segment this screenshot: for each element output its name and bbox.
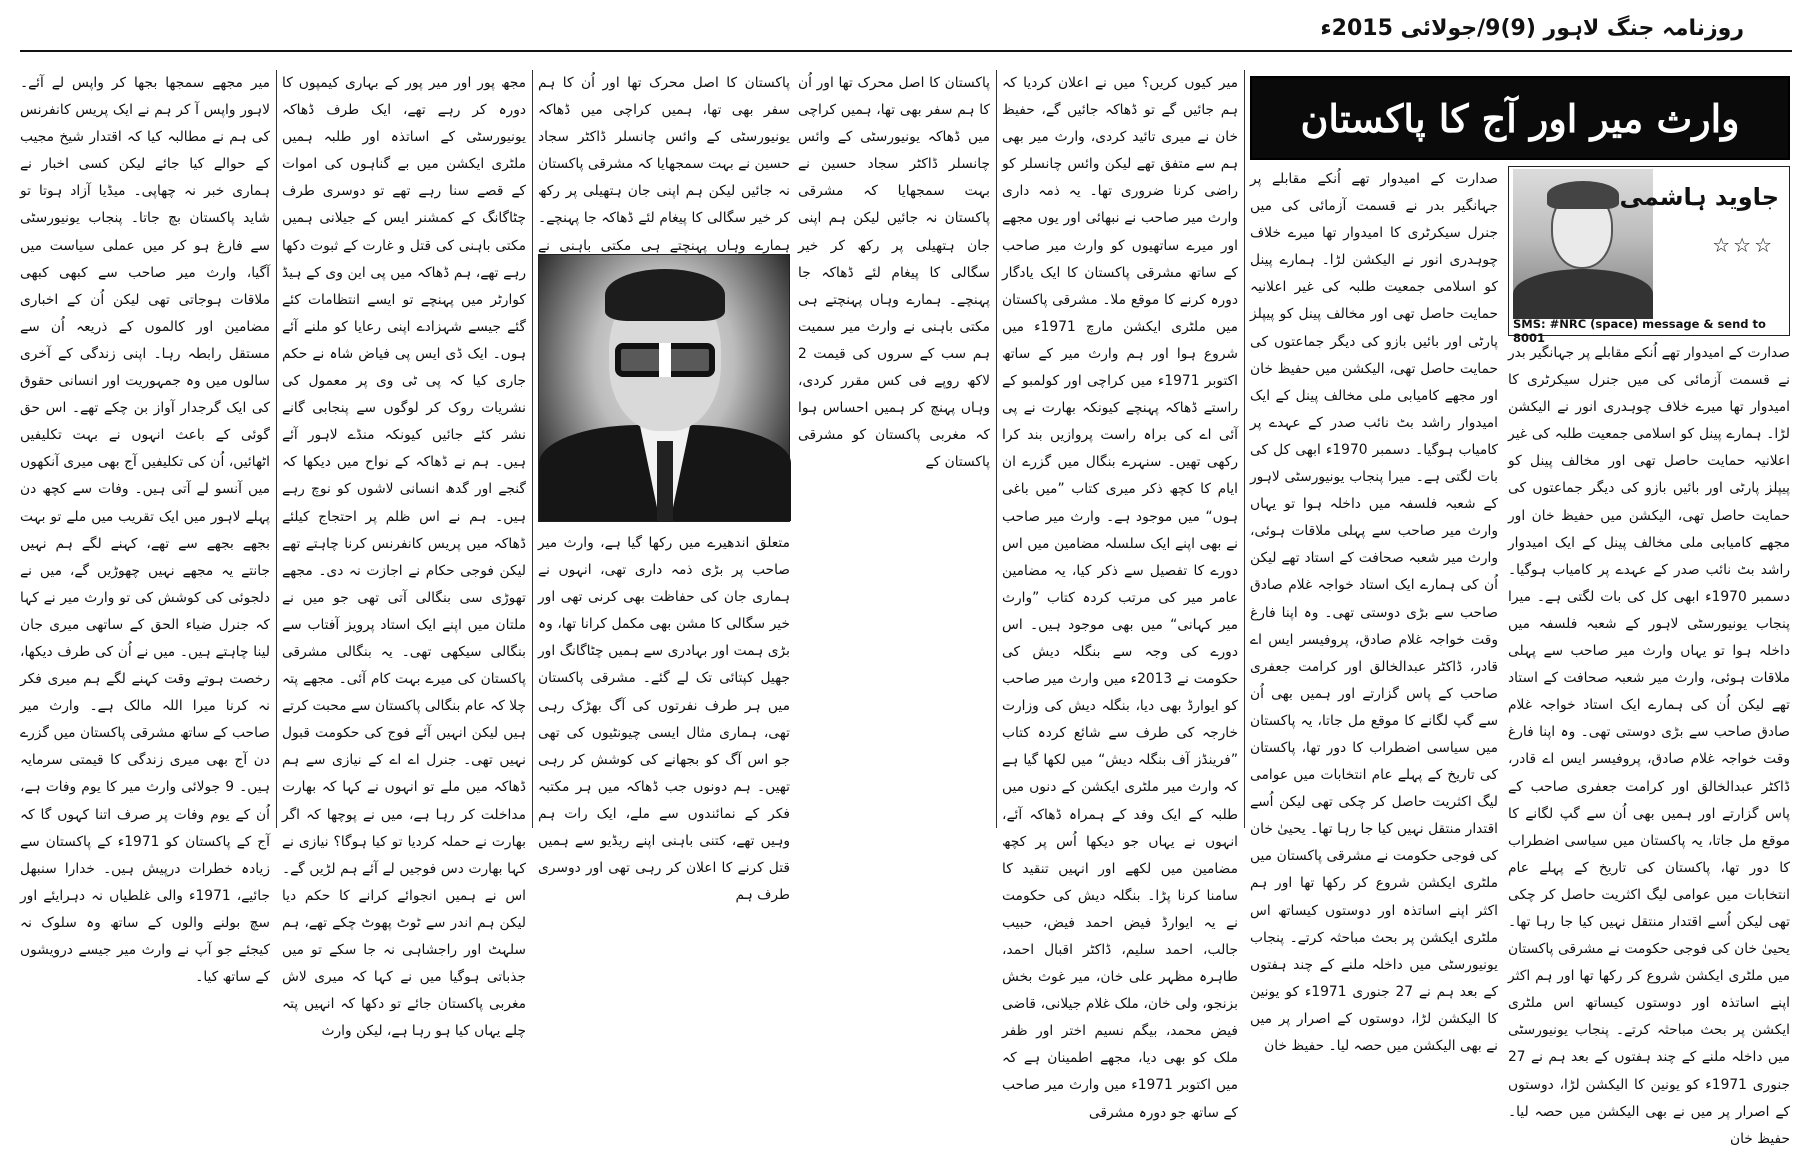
article-column-3-bottom	[538, 530, 790, 904]
article-column-1-upper	[1250, 166, 1498, 1054]
rating-stars-icon: ☆☆☆	[1712, 233, 1775, 257]
article-column-3-text: پاکستان کا اصل محرک تھا اور اُن کا ہم سفر بھی تھا، ہمیں کراچی میں ڈھاکہ یونیورسٹی کے وائس چانسلر ڈاکٹر سجاد حسین نے بہت سمجھایا کہ مشرقی پاکستان نہ جائیں لیکن ہم اپنی جان ہتھیلی پر رکھ کر خیر سگالی کا پیغام لئے ڈھاکہ جا پہنچے۔ ہمارے وہاں پہنچتے ہی مکتی باہنی نے وارث میر سمیت ہم سب کے سروں کی قیمت 2 لاکھ روپے فی کس مقرر کردی، وہاں پہنچ کر ہمیں احساس ہوا کہ مغربی پاکستان کو مشرقی پاکستان کے	[798, 75, 990, 471]
article-photo	[538, 254, 790, 522]
article-column-3	[798, 70, 990, 828]
author-photo-shoulders	[1513, 269, 1653, 319]
column-divider	[996, 70, 997, 828]
photo-hair	[605, 269, 725, 321]
article-column-2	[1002, 70, 1239, 1121]
article-column-3-top	[538, 70, 790, 254]
column-divider	[276, 70, 277, 828]
dateline: روزنامہ جنگ لاہور (9)9/جولائی 2015ء	[1320, 16, 1744, 41]
article-column-4-text: مجھ پور اور میر پور کے بہاری کیمپوں کا دورہ کر رہے تھے، ایک طرف ڈھاکہ یونیورسٹی کے اساتذہ اور طلبہ ہمیں ملٹری ایکشن میں بے گناہوں کی اموات کے قصے سنا رہے تھے تو دوسری طرف چٹاگانگ کے کمشنر ایس کے جیلانی ہمیں مکتی باہنی کی قتل و غارت کے ثبوت دکھا رہے تھے، ہم ڈھاکہ میں پی این وی کے ہیڈ کوارٹر میں پہنچے تو ایسے انتظامات کئے گئے جیسے شہزادے اپنی رعایا کو ملنے آئے ہوں۔ ایک ڈی ایس پی فیاض شاہ نے حکم جاری کیا کہ پی ٹی وی پر معمول کی نشریات روک کر لوگوں سے پنجابی گانے نشر کئے جائیں کیونکہ منڈے لاہور آئے ہیں۔ ہم نے ڈھاکہ کے نواح میں دیکھا کہ گنجے اور گدھ انسانی لاشوں کو نوچ رہے ہیں۔ ہم نے اس ظلم پر احتجاج کیلئے ڈھاکہ میں پریس کانفرنس کرنا چاہتے تھے لیکن فوجی حکام نے اجازت نہ دی۔ مجھے تھوڑی سی بنگالی آتی تھی جو میں نے ملتان میں اپنے ایک استاد پرویز آفتاب سے بنگالی سیکھی تھی۔ یہ بنگالی مشرقی پاکستان کی میرے بہت کام آئی۔ مجھے پتہ چلا کہ عام بنگالی پاکستان سے محبت کرتے ہیں لیکن انہیں آئے فوج کی حکومت قبول نہیں تھی۔ جنرل اے اے کے نیازی سے ہم ڈھاکہ میں ملے تو انہوں نے کہا کہ بھارت مداخلت کر رہا ہے، میں نے پوچھا کہ اگر بھارت نے حملہ کردیا تو کیا ہوگا؟ نیازی نے کہا بھارت دس فوجیں لے آئے ہم لڑیں گے۔ اس نے ہمیں انجوائے کرانے کا حکم دیا لیکن ہم اندر سے ٹوٹ پھوٹ چکے تھے، ہم سلہٹ اور راجشاہی نہ جا سکے تو میں جذباتی ہوگیا میں نے کہا کہ میری لاش مغربی پاکستان جائے تو دکھا کہ انہیں پتہ چلے یہاں کیا ہو رہا ہے، لیکن وارث	[282, 75, 526, 1040]
author-name: جاوید ہاشمی	[1619, 183, 1779, 211]
top-rule	[20, 50, 1792, 52]
sms-line: SMS: #NRC (space) message & send to 8001	[1513, 317, 1766, 345]
article-column-4	[282, 70, 526, 1040]
article-column-1-text: صدارت کے امیدوار تھے اُنکے مقابلے پر جہانگیر بدر نے قسمت آزمائی کی میں جنرل سیکرٹری کا امیدوار تھا میرے خلاف چوہدری انور نے الیکشن لڑا۔ ہمارے پینل کو اسلامی جمعیت طلبہ کی غیر اعلانیہ حمایت حاصل تھی اور مخالف پینل کو پیپلز پارٹی اور بائیں بازو کی دیگر جماعتوں کی حمایت حاصل تھی، الیکشن میں حفیظ خان اور مجھے کامیابی ملی مخالف پینل کے ایک امیدوار راشد بٹ نائب صدر کے عہدے پر کامیاب ہوگیا۔ دسمبر 1970ء ابھی کل کی بات لگتی ہے۔ میرا پنجاب یونیورسٹی لاہور کے شعبہ فلسفہ میں داخلہ ہوا تو یہاں وارث میر صاحب سے پہلی ملاقات ہوئی، وارث میر شعبہ صحافت کے استاد تھے لیکن اُن کی ہمارے ایک استاد خواجہ غلام صادق صاحب سے بڑی دوستی تھی۔ وہ اپنا فارغ وقت خواجہ غلام صادق، پروفیسر ایس اے قادر، ڈاکٹر عبدالخالق اور کرامت جعفری صاحب کے پاس گزارتے اور ہمیں بھی اُن سے گپ لگانے کا موقع مل جاتا، یہ پاکستان میں سیاسی اضطراب کا دور تھا، پاکستان کی تاریخ کے پہلے عام انتخابات میں عوامی لیگ اکثریت حاصل کر چکی تھی لیکن اُسے اقتدار منتقل نہیں کیا جا رہا تھا۔ یحییٰ خان کی فوجی حکومت نے مشرقی پاکستان میں ملٹری ایکشن شروع کر رکھا تھا اور ہم اکثر اپنے اساتذہ اور دوستوں کیساتھ اس ملٹری ایکشن پر بحث مباحثہ کرتے۔ پنجاب یونیورسٹی میں داخلہ ملنے کے چند ہفتوں کے بعد ہم نے 27 جنوری 1971ء کو یونین کا الیکشن لڑا، دوستوں کے اصرار پر میں نے بھی الیکشن میں حصہ لیا۔ حفیظ خان	[1508, 345, 1791, 1147]
article-column-3b-text: متعلق اندھیرے میں رکھا گیا ہے، وارث میر صاحب پر بڑی ذمہ داری تھی، انہوں نے ہماری جان کی حفاظت بھی کرنی تھی اور خیر سگالی کا مشن بھی مکمل کرانا تھا، وہ بڑی ہمت اور بہادری سے ہمیں چٹاگانگ اور جھیل کپتائی تک لے گئے۔ مشرقی پاکستان میں ہر طرف نفرتوں کی آگ بھڑک رہی تھی، ہماری مثال ایسی چیونٹیوں کی تھی جو اس آگ کو بجھانے کی کوشش کر رہی تھیں۔ ہم دونوں جب ڈھاکہ میں ہر مکتبہ فکر کے نمائندوں سے ملے، ایک رات ہم وہیں تھے، کتنی باہنی اپنے ریڈیو سے ہمیں قتل کرنے کا اعلان کر رہی تھی اور دوسری طرف ہم	[538, 535, 790, 904]
article-column-5-text: میر مجھے سمجھا بجھا کر واپس لے آئے۔ لاہور واپس آ کر ہم نے ایک پریس کانفرنس کی ہم نے مطالبہ کیا کہ اقتدار شیخ مجیب کے حوالے کیا جائے لیکن کسی اخبار نے ہماری خبر نہ چھاپی۔ میڈیا آزاد ہوتا تو شاید پاکستان بچ جاتا۔ پنجاب یونیورسٹی سے فارغ ہو کر میں عملی سیاست میں آگیا، وارث میر صاحب سے کبھی کبھی ملاقات ہوجاتی تھی لیکن اُن کے اخباری مضامین اور کالموں کے ذریعہ اُن سے مستقل رابطہ رہا۔ اپنی زندگی کے آخری سالوں میں وہ جمہوریت اور انسانی حقوق کی ایک گرجدار آواز بن چکے تھے۔ اس حق گوئی کے باعث انہوں نے بہت تکلیفیں اٹھائیں، اُن کی تکلیفیں آج بھی میری آنکھوں میں آنسو لے آتی ہیں۔ وفات سے کچھ دن پہلے لاہور میں ایک تقریب میں ملے تو بہت بجھے بجھے سے تھے، کہنے لگے ہم نہیں جانتے یہ مجھے نہیں چھوڑیں گے، میں نے دلجوئی کی کوشش کی تو وارث میر نے کہا کہ جنرل ضیاء الحق کے ساتھی میری جان لینا چاہتے ہیں۔ میں نے اُن کی طرف دیکھا، رخصت ہوتے وقت کہنے لگے ہم میری فکر نہ کرنا میرا اللہ مالک ہے۔ وارث میر صاحب کے ساتھ مشرقی پاکستان میں گزرے دن آج بھی میری زندگی کا قیمتی سرمایہ ہیں۔ 9 جولائی وارث میر کا یوم وفات ہے، اُن کے یوم وفات پر صرف اتنا کہوں گا کہ آج کے پاکستان کو 1971ء کے پاکستان سے زیادہ خطرات درپیش ہیں۔ خدارا سنبھل جائیے، 1971ء والی غلطیاں نہ دہرایئے اور سچ بولنے والوں کے ساتھ وہ سلوک نہ کیجئے جو آپ نے وارث میر جیسے درویشوں کے ساتھ کیا۔	[20, 75, 270, 986]
column-divider	[532, 70, 533, 828]
photo-tie	[657, 441, 673, 521]
article-column-1-lower	[1508, 340, 1791, 1147]
article-column-2-text: میر کیوں کریں؟ میں نے اعلان کردیا کہ ہم جائیں گے تو ڈھاکہ جائیں گے، حفیظ خان نے میری تائید کردی، وارث میر بھی ہم سے متفق تھے لیکن وائس چانسلر کو راضی کرنا ضروری تھا۔ یہ ذمہ داری وارث میر صاحب نے نبھائی اور یوں مجھے اور میرے ساتھیوں کو وارث میر صاحب کے ساتھ مشرقی پاکستان کا ایک یادگار دورہ کرنے کا موقع ملا۔ مشرقی پاکستان میں ملٹری ایکشن مارچ 1971ء میں شروع ہوا اور ہم وارث میر کے ساتھ اکتوبر 1971ء میں کراچی اور کولمبو کے راستے ڈھاکہ پہنچے کیونکہ بھارت نے پی آئی اے کی براہ راست پروازیں بند کرا رکھی تھیں۔ سنہرے بنگال میں گزرے ان ایام کا کچھ ذکر میری کتاب ”میں باغی ہوں“ میں موجود ہے۔ وارث میر صاحب نے بھی اپنے ایک سلسلہ مضامین میں اس دورے کا تفصیل سے ذکر کیا، یہ مضامین عامر میر کی مرتب کردہ کتاب ”وارث میر کہانی“ میں بھی موجود ہیں۔ اس دورے کی وجہ سے بنگلہ دیش کی حکومت نے 2013ء میں وارث میر صاحب کو ایوارڈ بھی دیا، بنگلہ دیش کی وزارت خارجہ کی طرف سے شائع کردہ کتاب ”فرینڈز آف بنگلہ دیش“ میں لکھا گیا ہے کہ وارث میر ملٹری ایکشن کے دنوں میں طلبہ کے ایک وفد کے ہمراہ ڈھاکہ آئے، انہوں نے یہاں جو دیکھا اُس پر کچھ مضامین میں لکھے اور انہیں تنقید کا سامنا کرنا پڑا۔ بنگلہ دیش کی حکومت نے یہ ایوارڈ فیض احمد فیض، حبیب جالب، احمد سلیم، ڈاکٹر اقبال احمد، طاہرہ مظہر علی خان، میر غوث بخش بزنجو، ولی خان، ملک غلام جیلانی، قاضی فیض محمد، بیگم نسیم اختر اور ظفر ملک کو بھی دیا، مجھے اطمینان ہے کہ میں اکتوبر 1971ء میں وارث میر صاحب کے ساتھ جو دورہ مشرقی	[1002, 75, 1239, 1121]
author-photo-hair	[1547, 181, 1619, 209]
article-column-1b-text: صدارت کے امیدوار تھے اُنکے مقابلے پر جہانگیر بدر نے قسمت آزمائی کی میں جنرل سیکرٹری کا امیدوار تھا میرے خلاف چوہدری انور نے الیکشن لڑا۔ ہمارے پینل کو اسلامی جمعیت طلبہ کی غیر اعلانیہ حمایت حاصل تھی اور مخالف پینل کو پیپلز پارٹی اور بائیں بازو کی دیگر جماعتوں کی حمایت حاصل تھی، الیکشن میں حفیظ خان اور مجھے کامیابی ملی مخالف پینل کے ایک امیدوار راشد بٹ نائب صدر کے عہدے پر کامیاب ہوگیا۔ دسمبر 1970ء ابھی کل کی بات لگتی ہے۔ میرا پنجاب یونیورسٹی لاہور کے شعبہ فلسفہ میں داخلہ ہوا تو یہاں وارث میر صاحب سے پہلی ملاقات ہوئی، وارث میر شعبہ صحافت کے استاد تھے لیکن اُن کی ہمارے ایک استاد خواجہ غلام صادق صاحب سے بڑی دوستی تھی۔ وہ اپنا فارغ وقت خواجہ غلام صادق، پروفیسر ایس اے قادر، ڈاکٹر عبدالخالق اور کرامت جعفری صاحب کے پاس گزارتے اور ہمیں بھی اُن سے گپ لگانے کا موقع مل جاتا، یہ پاکستان میں سیاسی اضطراب کا دور تھا، پاکستان کی تاریخ کے پہلے عام انتخابات میں عوامی لیگ اکثریت حاصل کر چکی تھی لیکن اُسے اقتدار منتقل نہیں کیا جا رہا تھا۔ یحییٰ خان کی فوجی حکومت نے مشرقی پاکستان میں ملٹری ایکشن شروع کر رکھا تھا اور ہم اکثر اپنے اساتذہ اور دوستوں کیساتھ اس ملٹری ایکشن پر بحث مباحثہ کرتے۔ پنجاب یونیورسٹی میں داخلہ ملنے کے چند ہفتوں کے بعد ہم نے 27 جنوری 1971ء کو یونین کا الیکشن لڑا، دوستوں کے اصرار پر میں نے بھی الیکشن میں حصہ لیا۔ حفیظ خان	[1250, 171, 1498, 1054]
column-divider	[1244, 70, 1245, 828]
headline: وارث میر اور آج کا پاکستان	[1300, 95, 1740, 141]
article-column-3-top-text: پاکستان کا اصل محرک تھا اور اُن کا ہم سفر بھی تھا، ہمیں کراچی میں ڈھاکہ یونیورسٹی کے وائس چانسلر ڈاکٹر سجاد حسین نے بہت سمجھایا کہ مشرقی پاکستان نہ جائیں لیکن ہم اپنی جان ہتھیلی پر رکھ کر خیر سگالی کا پیغام لئے ڈھاکہ جا پہنچے۔ ہمارے وہاں پہنچتے ہی مکتی باہنی نے	[538, 75, 790, 254]
headline-box	[1250, 76, 1790, 160]
article-column-5	[20, 70, 270, 986]
byline-box	[1508, 166, 1790, 345]
photo-glasses	[615, 343, 715, 377]
